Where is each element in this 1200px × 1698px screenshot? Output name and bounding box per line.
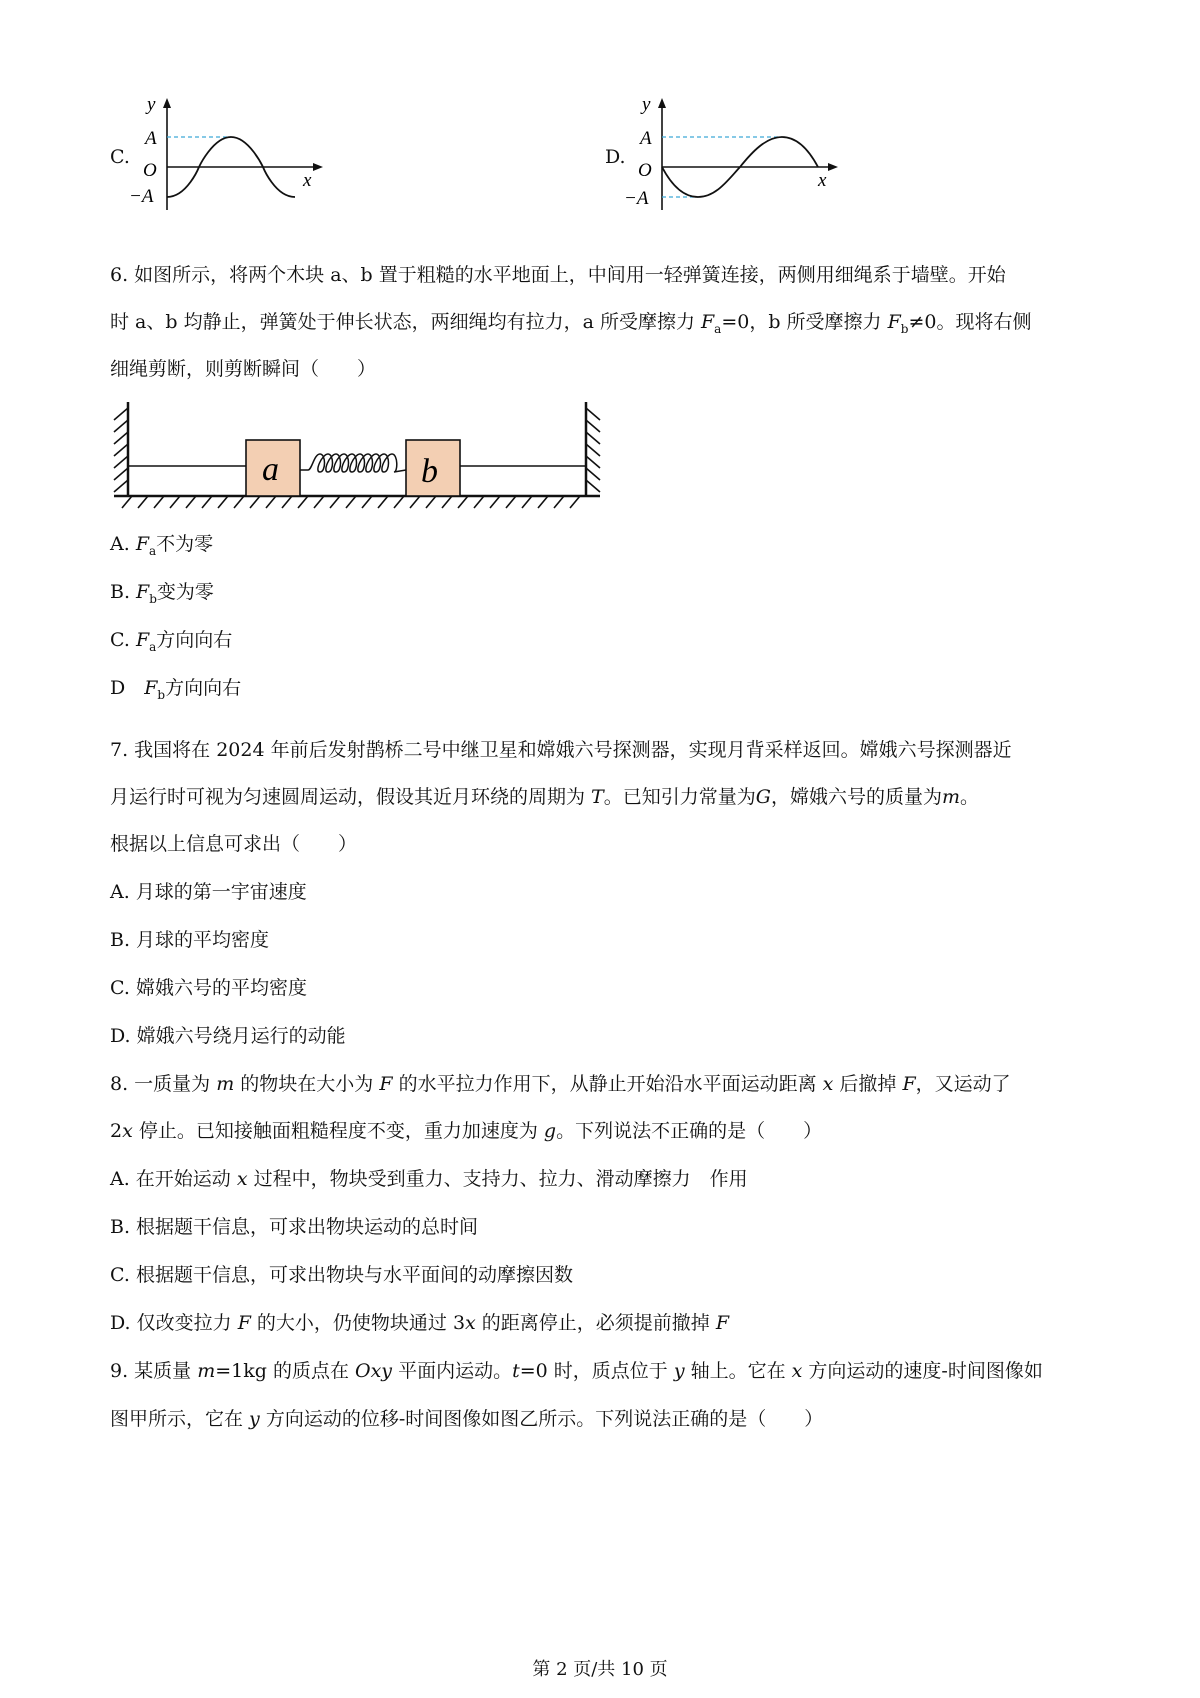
graph-d-x-arrow	[828, 163, 838, 171]
q7-line3: 根据以上信息可求出（ ）	[110, 833, 358, 855]
option-d-label: D.	[605, 146, 626, 168]
left-wall-hatch	[114, 408, 128, 492]
q6-spring-blocks-figure	[108, 400, 608, 512]
q8-line1: 8. 一质量为 m 的物块在大小为 F 的水平拉力作用下，从静止开始沿水平面运动距离 x 后撤掉 F，又运动了	[110, 1073, 1011, 1095]
q8-option-c[interactable]: C. 根据题干信息，可求出物块与水平面间的动摩擦因数	[110, 1264, 573, 1286]
graph-c-y-arrow	[163, 98, 171, 108]
graph-d-tick-a: A	[640, 128, 652, 149]
q6-option-b[interactable]: B. $F_b$变为零	[110, 581, 214, 606]
q6-line2: 时 a、b 均静止，弹簧处于伸长状态，两细绳均有拉力，a 所受摩擦力 $F_a=0$，b 所受摩擦力 $F_b\ne 0$。现将右侧	[110, 311, 1032, 336]
spring	[300, 454, 406, 472]
graph-c-tick-neg-a: −A	[129, 186, 154, 207]
q7-option-c[interactable]: C. 嫦娥六号的平均密度	[110, 977, 307, 999]
graph-d-tick-neg-a: −A	[624, 188, 649, 209]
q7-option-b[interactable]: B. 月球的平均密度	[110, 929, 270, 951]
q7-option-a[interactable]: A. 月球的第一宇宙速度	[110, 881, 307, 903]
q9-line1: 9. 某质量 m=1kg 的质点在 Oxy 平面内运动。t=0 时，质点位于 y 轴上。它在 x 方向运动的速度-时间图像如	[110, 1360, 1043, 1382]
block-b-label: b	[421, 453, 438, 490]
graph-c-tick-a: A	[145, 128, 157, 149]
block-a-label: a	[262, 451, 279, 488]
graph-c-tick-o: O	[143, 160, 157, 181]
page-footer: 第 2 页/共 10 页	[532, 1659, 668, 1680]
graph-d-y-arrow	[658, 98, 666, 108]
right-wall-hatch	[586, 408, 600, 492]
q7-line1: 7. 我国将在 2024 年前后发射鹊桥二号中继卫星和嫦娥六号探测器，实现月背采样返回。嫦娥六号探测器近	[110, 739, 1012, 761]
q8-line2: 2x 停止。已知接触面粗糙程度不变，重力加速度为 g。下列说法不正确的是（ ）	[110, 1120, 823, 1142]
graph-c-sine	[125, 90, 335, 220]
q6-option-a[interactable]: A. $F_a$不为零	[110, 533, 214, 558]
q6-line3: 细绳剪断，则剪断瞬间（ ）	[110, 358, 377, 380]
q7-option-d[interactable]: D. 嫦娥六号绕月运行的动能	[110, 1025, 346, 1047]
ground-hatch	[122, 496, 580, 508]
graph-c-x-label: x	[303, 170, 312, 191]
graph-d-tick-o: O	[638, 160, 652, 181]
q9-line2: 图甲所示，它在 y 方向运动的位移-时间图像如图乙所示。下列说法正确的是（ ）	[110, 1408, 824, 1430]
q7-line2: 月运行时可视为匀速圆周运动，假设其近月环绕的周期为 T。已知引力常量为G，嫦娥六号的质量为m。	[110, 786, 979, 808]
option-c-label: C.	[110, 146, 130, 168]
graph-c-y-label: y	[147, 94, 156, 115]
q6-option-c[interactable]: C. $F_a$方向向右	[110, 629, 233, 654]
q8-option-d[interactable]: D. 仅改变拉力 F 的大小，仍使物块通过 3x 的距离停止，必须提前撤掉 F	[110, 1312, 730, 1334]
graph-d-sine	[620, 90, 845, 220]
q8-option-a[interactable]: A. 在开始运动 x 过程中，物块受到重力、支持力、拉力、滑动摩擦力 作用	[110, 1168, 748, 1190]
graph-c-x-arrow	[313, 163, 323, 171]
q8-option-b[interactable]: B. 根据题干信息，可求出物块运动的总时间	[110, 1216, 479, 1238]
graph-d-y-label: y	[642, 94, 651, 115]
graph-d-x-label: x	[818, 170, 827, 191]
q6-option-d[interactable]: D $F_b$方向向右	[110, 677, 242, 702]
q6-line1: 6. 如图所示，将两个木块 a、b 置于粗糙的水平地面上，中间用一轻弹簧连接，两侧用细绳系于墙壁。开始	[110, 264, 1006, 286]
